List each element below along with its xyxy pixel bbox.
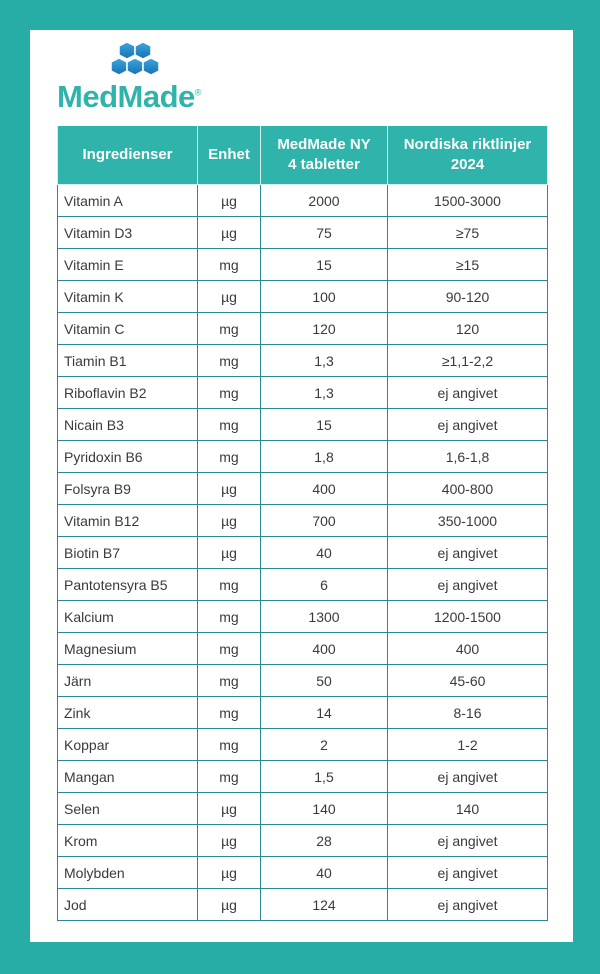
cell-unit: µg — [198, 793, 261, 825]
cell-nordic-guideline: 1200-1500 — [388, 601, 548, 633]
table-row — [58, 825, 548, 857]
cell-ingredient: Nicain B3 — [58, 409, 198, 441]
table-row — [58, 601, 548, 633]
cell-nordic-guideline: 45-60 — [388, 665, 548, 697]
cell-ingredient: Vitamin C — [58, 313, 198, 345]
table-row — [58, 697, 548, 729]
cell-ingredient: Selen — [58, 793, 198, 825]
cell-unit: µg — [198, 473, 261, 505]
cell-medmade-amount: 1,3 — [261, 377, 388, 409]
table-row — [58, 729, 548, 761]
table-row — [58, 761, 548, 793]
brand-wordmark: MedMade® — [57, 79, 201, 114]
cell-ingredient: Pantotensyra B5 — [58, 569, 198, 601]
cell-medmade-amount: 50 — [261, 665, 388, 697]
cell-medmade-amount: 28 — [261, 825, 388, 857]
cell-medmade-amount: 75 — [261, 217, 388, 249]
table-row — [58, 345, 548, 377]
cell-medmade-amount: 15 — [261, 409, 388, 441]
cell-ingredient: Krom — [58, 825, 198, 857]
cell-medmade-amount: 124 — [261, 889, 388, 921]
table-row — [58, 377, 548, 409]
cell-unit: mg — [198, 409, 261, 441]
cell-nordic-guideline: 90-120 — [388, 281, 548, 313]
cell-ingredient: Molybden — [58, 857, 198, 889]
table-row — [58, 537, 548, 569]
cell-medmade-amount: 6 — [261, 569, 388, 601]
hexagon-cluster-icon — [107, 40, 167, 78]
brand-logo — [57, 40, 217, 115]
cell-nordic-guideline: ej angivet — [388, 537, 548, 569]
cell-medmade-amount: 1,5 — [261, 761, 388, 793]
cell-unit: µg — [198, 537, 261, 569]
cell-medmade-amount: 120 — [261, 313, 388, 345]
cell-ingredient: Kalcium — [58, 601, 198, 633]
cell-unit: mg — [198, 569, 261, 601]
cell-ingredient: Vitamin A — [58, 185, 198, 217]
cell-nordic-guideline: 350-1000 — [388, 505, 548, 537]
cell-nordic-guideline: ej angivet — [388, 825, 548, 857]
cell-medmade-amount: 400 — [261, 473, 388, 505]
cell-ingredient: Tiamin B1 — [58, 345, 198, 377]
table-row — [58, 889, 548, 921]
cell-nordic-guideline: 1,6-1,8 — [388, 441, 548, 473]
cell-unit: µg — [198, 825, 261, 857]
cell-ingredient: Vitamin B12 — [58, 505, 198, 537]
table-row — [58, 665, 548, 697]
cell-nordic-guideline: ej angivet — [388, 569, 548, 601]
cell-nordic-guideline: 8-16 — [388, 697, 548, 729]
cell-unit: mg — [198, 729, 261, 761]
cell-nordic-guideline: 120 — [388, 313, 548, 345]
table-row — [58, 633, 548, 665]
header-medmade: MedMade NY 4 tabletter — [261, 126, 388, 185]
cell-unit: µg — [198, 889, 261, 921]
cell-ingredient: Folsyra B9 — [58, 473, 198, 505]
cell-medmade-amount: 14 — [261, 697, 388, 729]
cell-unit: mg — [198, 601, 261, 633]
cell-unit: mg — [198, 441, 261, 473]
header-nordiska: Nordiska riktlinjer 2024 — [388, 126, 548, 185]
header-enhet: Enhet — [198, 126, 261, 185]
table-header — [58, 126, 548, 185]
cell-ingredient: Mangan — [58, 761, 198, 793]
cell-unit: µg — [198, 857, 261, 889]
table-row — [58, 473, 548, 505]
cell-nordic-guideline: ej angivet — [388, 889, 548, 921]
cell-nordic-guideline: ≥75 — [388, 217, 548, 249]
cell-ingredient: Riboflavin B2 — [58, 377, 198, 409]
cell-unit: µg — [198, 281, 261, 313]
cell-unit: mg — [198, 665, 261, 697]
cell-ingredient: Vitamin D3 — [58, 217, 198, 249]
cell-nordic-guideline: 400-800 — [388, 473, 548, 505]
cell-unit: mg — [198, 345, 261, 377]
cell-unit: µg — [198, 217, 261, 249]
table-row — [58, 505, 548, 537]
table-row — [58, 281, 548, 313]
nutrient-table — [57, 126, 548, 921]
cell-unit: mg — [198, 761, 261, 793]
table-body — [58, 185, 548, 921]
cell-ingredient: Vitamin K — [58, 281, 198, 313]
cell-nordic-guideline: ej angivet — [388, 377, 548, 409]
cell-ingredient: Magnesium — [58, 633, 198, 665]
cell-unit: mg — [198, 313, 261, 345]
cell-medmade-amount: 40 — [261, 537, 388, 569]
cell-medmade-amount: 100 — [261, 281, 388, 313]
cell-medmade-amount: 2000 — [261, 185, 388, 217]
cell-nordic-guideline: ≥15 — [388, 249, 548, 281]
table-row — [58, 217, 548, 249]
table-row — [58, 313, 548, 345]
cell-unit: mg — [198, 697, 261, 729]
cell-nordic-guideline: ≥1,1-2,2 — [388, 345, 548, 377]
cell-ingredient: Jod — [58, 889, 198, 921]
cell-ingredient: Järn — [58, 665, 198, 697]
cell-medmade-amount: 40 — [261, 857, 388, 889]
header-ingredienser: Ingredienser — [58, 126, 198, 185]
cell-nordic-guideline: 140 — [388, 793, 548, 825]
cell-ingredient: Vitamin E — [58, 249, 198, 281]
cell-medmade-amount: 1300 — [261, 601, 388, 633]
cell-unit: µg — [198, 505, 261, 537]
table-row — [58, 857, 548, 889]
cell-medmade-amount: 140 — [261, 793, 388, 825]
cell-medmade-amount: 2 — [261, 729, 388, 761]
cell-nordic-guideline: 1-2 — [388, 729, 548, 761]
cell-unit: mg — [198, 633, 261, 665]
cell-medmade-amount: 400 — [261, 633, 388, 665]
cell-ingredient: Koppar — [58, 729, 198, 761]
cell-ingredient: Pyridoxin B6 — [58, 441, 198, 473]
table-row — [58, 409, 548, 441]
cell-unit: µg — [198, 185, 261, 217]
cell-medmade-amount: 1,3 — [261, 345, 388, 377]
table-row — [58, 185, 548, 217]
table-row — [58, 569, 548, 601]
cell-nordic-guideline: 1500-3000 — [388, 185, 548, 217]
cell-medmade-amount: 1,8 — [261, 441, 388, 473]
cell-medmade-amount: 700 — [261, 505, 388, 537]
table-row — [58, 249, 548, 281]
cell-nordic-guideline: 400 — [388, 633, 548, 665]
cell-medmade-amount: 15 — [261, 249, 388, 281]
cell-nordic-guideline: ej angivet — [388, 761, 548, 793]
table-row — [58, 441, 548, 473]
cell-nordic-guideline: ej angivet — [388, 409, 548, 441]
cell-unit: mg — [198, 377, 261, 409]
cell-unit: mg — [198, 249, 261, 281]
cell-ingredient: Biotin B7 — [58, 537, 198, 569]
cell-ingredient: Zink — [58, 697, 198, 729]
cell-nordic-guideline: ej angivet — [388, 857, 548, 889]
table-row — [58, 793, 548, 825]
